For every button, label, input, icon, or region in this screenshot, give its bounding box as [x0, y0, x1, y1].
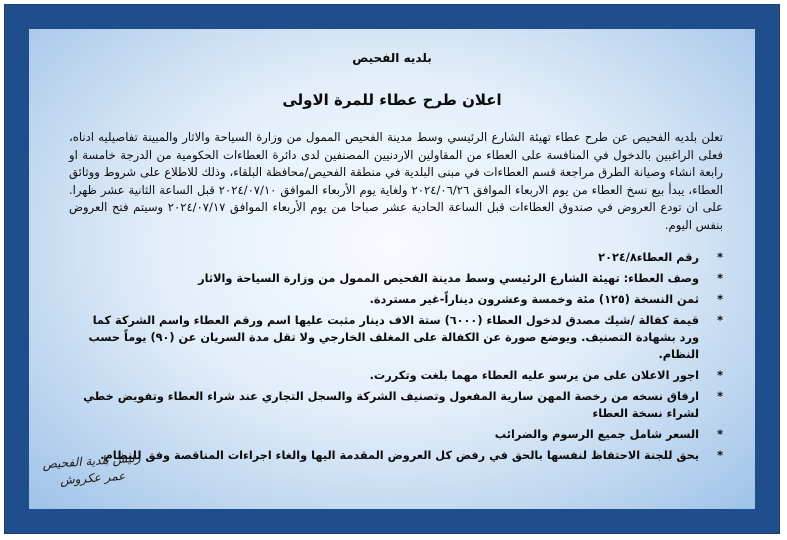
bullet-icon: * [717, 369, 723, 382]
tender-details-list [71, 249, 725, 468]
list-item-text: رقم العطاء٢٠٢٤/٨ [598, 251, 699, 264]
list-item [71, 312, 725, 363]
bullet-icon: * [717, 428, 723, 441]
list-item [71, 367, 725, 384]
list-item [71, 447, 725, 464]
list-item-text: ارفاق نسخه من رخصة المهن سارية المفعول وتصنيف الشركة والسجل التجاري عند شراء العطاء وتفويض خطي لشراء نسخة العطاء [83, 390, 699, 420]
list-item-text: وصف العطاء: تهيئة الشارع الرئيسي وسط مدينة الفحيص الممول من وزارة السياحة والاثار [198, 272, 699, 285]
intro-paragraph: تعلن بلديه الفحيص عن طرح عطاء تهيئة الشارع الرئيسي وسط مدينة الفحيص الممول من وزارة السياحة والاثار والمبينة تفاصيليه ادناه، فعلى الراغبين بالدخول في المنافسة على العطاء من المقاولين الاردنيين المصنفين لدى دائرة العطاءات الحكومية من الدرجة خامسة او رابعة انشاء وصيانة الطرق مراجعة قسم العطاءات في مبنى البلدية في منطقة الفحيص/محافظة البلقاء، وذلك للاطلاع على شروط ووثائق العطاء، يبدأ بيع نسخ العطاء من يوم الاربعاء الموافق ٢٠٢٤/٠٦/٢٦ ولغاية يوم الأربعاء الموافق ٢٠٢٤/٠٧/١٠ قبل الساعة الثانية عشر ظهرا. على ان تودع العروض في صندوق العطاءات قبل الساعة الحادية عشر صباحا من يوم الأربعاء الموافق ٢٠٢٤/٠٧/١٧ وسيتم فتح العروض بنفس اليوم. [69, 130, 724, 232]
list-item-text: ثمن النسخة (١٢٥) مئة وخمسة وعشرون ديناراً-غير مستردة. [369, 293, 699, 306]
list-item-text: اجور الاعلان على من يرسو عليه العطاء مهما بلغت وتكررت. [369, 369, 699, 382]
bullet-icon: * [717, 390, 723, 403]
announcement-title: اعلان طرح عطاء للمرة الاولى [282, 91, 502, 109]
list-item [71, 426, 725, 443]
bullet-icon: * [717, 449, 723, 462]
bullet-icon: * [717, 314, 723, 327]
list-item [71, 291, 725, 308]
list-item [71, 270, 725, 287]
list-item [71, 388, 725, 422]
bullet-icon: * [717, 251, 723, 264]
municipality-heading: بلديه الفحيص [352, 51, 432, 65]
bullet-icon: * [717, 272, 723, 285]
handwritten-signature [42, 450, 142, 491]
bullet-icon: * [717, 293, 723, 306]
signature-name: عمر عكروش [59, 468, 126, 488]
signature-title: رئيس بلدية الفحيص [42, 450, 141, 472]
outer-frame [4, 4, 780, 534]
announcement-panel [29, 29, 755, 509]
list-item-text: يحق للجنة الاحتفاظ لنفسها بالحق في رفض كل العروض المقدمة اليها والغاء اجراءات المناقصة وفق للنظام. [100, 449, 699, 462]
list-item [71, 249, 725, 266]
list-item-text: قيمة كفالة /شيك مصدق لدخول العطاء (٦٠٠٠) ستة الاف دينار مثبت عليها اسم ورقم العطاء واسم الشركة كما ورد بشهادة التصنيف. ويوضع صورة عن الكفالة على المغلف الخارجي ولا تقل مدة السريان عن (٩٠) يوماً حسب النظام. [88, 314, 699, 361]
list-item-text: السعر شامل جميع الرسوم والضرائب [494, 428, 699, 441]
